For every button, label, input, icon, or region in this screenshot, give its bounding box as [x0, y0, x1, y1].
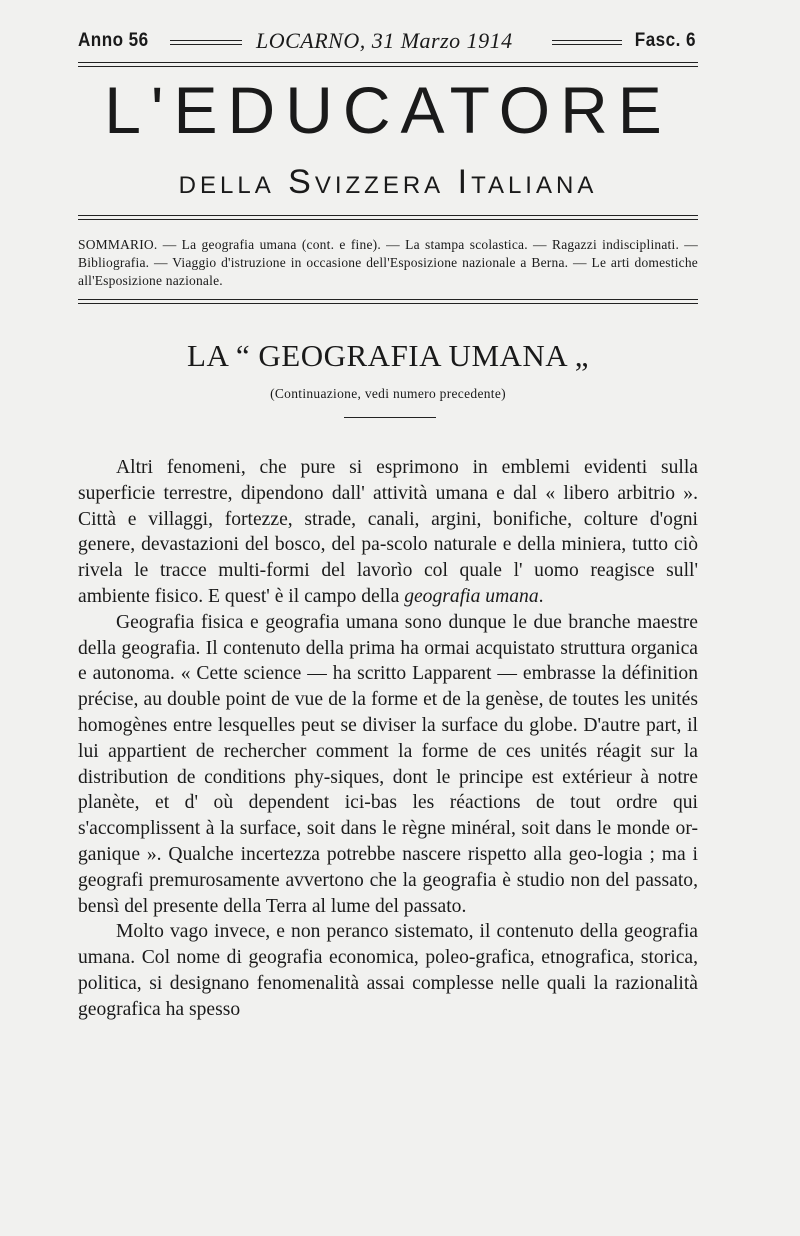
header-divider: [170, 40, 242, 45]
paragraph: Geografia fisica e geografia umana sono dunque le due branche maestre della geografia. Il contenuto della prima ha ormai acquistato struttura organica e autonoma. « Cette science — ha scritto Lapparent — embrasse la définition précise, au double point de vue de la forme et de la genèse, de toutes les unités homogènes entre lesquelles peut se diviser la surface du globe. D'autre part, il lui appartient de rechercher comment la forme de ces unités réagit sur la distribution de conditions phy-siques, dont le principe est extérieur à notre planète, et d' où dependent ici-bas les réactions de tout ordre qui s'accomplissent à la surface, soit dans le règne minéral, soit dans le monde or-ganique ». Qualche incertezza potrebbe nascere rispetto alla geo-logia ; ma i geografi premurosamente avvertono che la geografia è studio non del passato, bensì del presente della Terra al lume del passato.: [78, 611, 698, 917]
emphasis-text: geografia umana: [404, 585, 539, 607]
issue-number: Fasc. 6: [634, 30, 696, 51]
issue-year: Anno 56: [78, 30, 149, 51]
issue-header: [78, 26, 698, 56]
table-of-contents: SOMMARIO. — La geografia umana (cont. e fine). — La stampa scolastica. — Ragazzi indisciplinati. — Bibliografia. — Viaggio d'istruzione in occasione dell'Esposizione nazionale a Berna. — Le arti domestiche all'Esposizione nazionale.: [78, 237, 698, 288]
masthead-title: L'EDUCATORE: [104, 73, 672, 147]
title-rule: [344, 417, 436, 418]
masthead-subtitle: della Svizzera Italiana: [178, 163, 598, 201]
header-divider: [552, 40, 622, 45]
article-title: LA “ GEOGRAFIA UMANA „: [187, 338, 589, 373]
paragraph-text: Altri fenomeni, che pure si esprimono in emblemi evidenti sulla superficie terrestre, dipendono dall' attività umana e dal « libero arbitrio ». Città e villaggi, fortezze, strade, canali, argini, bonifiche, colture d'ogni genere, devastazioni del bosco, del pa-scolo naturale e della miniera, tutto ciò rivela le tracce multi-formi del lavorìo col quale l' uomo reagisce sull' ambiente fisico. E quest' è il campo della: [78, 457, 698, 607]
article-subtitle: (Continuazione, vedi numero precedente): [270, 386, 506, 401]
article-body: [78, 455, 698, 1023]
paragraph: Molto vago invece, e non peranco sistemato, il contenuto della geografia umana. Col nome di geografia economica, poleo-grafica, etnografica, storica, politica, si designano fenomenalità assai complesse nelle quali la razionalità geografica ha spesso: [78, 921, 698, 1020]
paragraph-text: .: [538, 585, 544, 607]
masthead-rule-bottom: [78, 215, 698, 220]
contents-rule: [78, 299, 698, 304]
issue-date: LOCARNO, 31 Marzo 1914: [256, 28, 513, 53]
masthead-rule-top: [78, 62, 698, 67]
paragraph: [78, 455, 698, 610]
